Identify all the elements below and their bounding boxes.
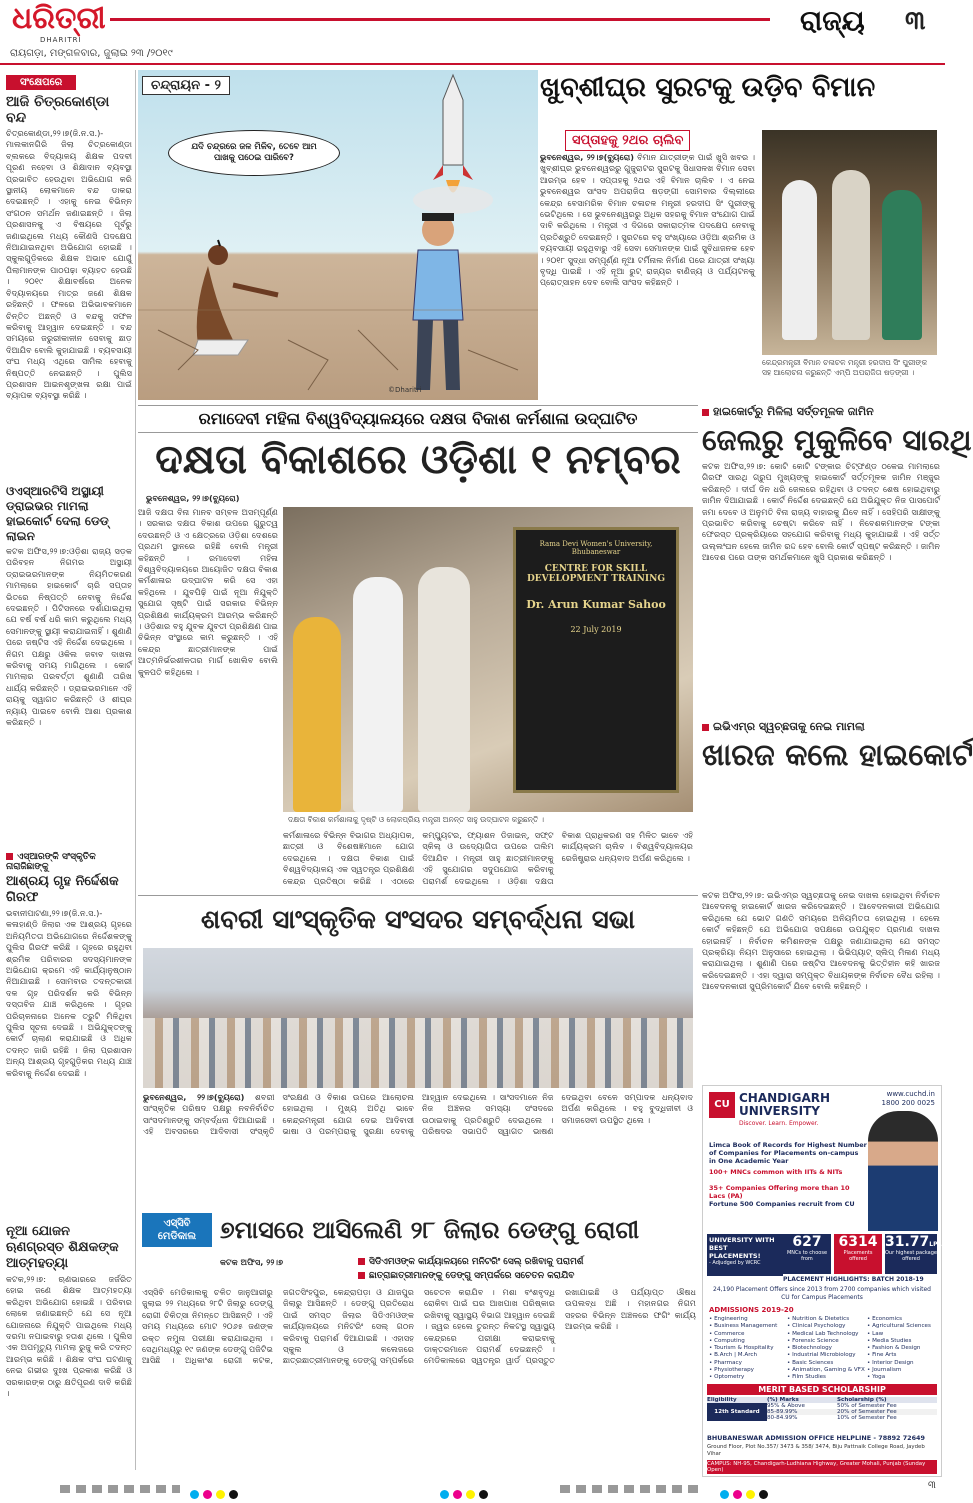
course-item: • Fashion & Design bbox=[867, 1345, 921, 1352]
person-figure bbox=[832, 170, 870, 340]
bullet-icon bbox=[358, 1258, 365, 1265]
stat-1-value: 627 bbox=[792, 1234, 822, 1250]
shabari-headline: ଶବରୀ ସାଂସ୍କୃତିକ ସଂସଦର ସମ୍ବର୍ଦ୍ଧନା ସଭା bbox=[138, 895, 698, 944]
column-divider bbox=[135, 70, 136, 1470]
brief-text-1: ଚିତ୍ରକୋଣ୍ଡା,୨୨।୭(ଜି.ନ.ସ.)- ମାଲକାନଗିରି ଜିଲା ଚିତ୍ରକୋଣ୍ଡା ବ୍ଲକରେ ବିଦ୍ୟାଳୟ ଶିକ୍ଷକ ପଦବୀ ପୂରଣ ନହେବା ଓ ଶିକ୍ଷାଦାନ ବ୍ୟବସ୍ଥା ପ୍ରଭାବିତ ହେଉଥିବା ଅଭିଯୋଗ କରି ସ୍ଥାନୀୟ ଲୋକମାନେ ବନ୍ଦ ଡାକରା ଦେଇଛନ୍ତି । ଏହାକୁ ନେଇ ବିଭିନ୍ନ ସଂଗଠନ ସମର୍ଥନ ଜଣାଇଛନ୍ତି । ଜିଲା ପ୍ରଶାସନକୁ ଏ ବିଷୟରେ ପୂର୍ବରୁ ଜଣାଇଥିଲେ ମଧ୍ୟ କୌଣସି ପଦକ୍ଷେପ ନିଆଯାଇନଥିବା ଅଭିଯୋଗ ହୋଇଛି । ସ୍କୁଲଗୁଡ଼ିକରେ ଶିକ୍ଷକ ଅଭାବ ଯୋଗୁଁ ପିଲାମାନଙ୍କ ପାଠପଢ଼ା ବ୍ୟାହତ ହେଉଛି । ୨୦୧୯ ଶିକ୍ଷାବର୍ଷରେ ଅନେକ ବିଦ୍ୟାଳୟରେ ମାତ୍ର ଜଣେ ଶିକ୍ଷକ ରହିଛନ୍ତି । ଫଳରେ ଅଭିଭାବକମାନେ ଚିନ୍ତିତ ଅଛନ୍ତି ଓ ବନ୍ଦକୁ ସଫଳ କରିବାକୁ ଆହ୍ୱାନ ଦେଇଛନ୍ତି । ବନ୍ଦ ସମୟରେ ଜରୁରୀକାଳୀନ ସେବାକୁ ଛାଡ଼ ଦିଆଯିବ ବୋଲି କୁହାଯାଇଛି । ବ୍ୟବସାୟୀ ସଂଘ ମଧ୍ୟ ଏଥିରେ ସାମିଲ ହେବାକୁ ନିଷ୍ପତ୍ତି ନେଇଛନ୍ତି । ପୁଲିସ ପ୍ରଶାସନ ଆଇନଶୃଙ୍ଖଳା ରକ୍ଷା ପାଇଁ ବ୍ୟାପକ ବ୍ୟବସ୍ଥା କରିଛି । bbox=[6, 128, 132, 401]
plaque-date: 22 July 2019 bbox=[570, 625, 622, 634]
sch-row: 80-84.99% 10% of Semester Fee bbox=[767, 1415, 897, 1421]
course-item: • Forensic Science bbox=[787, 1337, 839, 1344]
person-figure bbox=[353, 577, 403, 812]
shabari-story bbox=[138, 895, 698, 1205]
course-item: • Physiotherapy bbox=[709, 1367, 754, 1374]
best-placements-box bbox=[707, 1234, 783, 1276]
sch-class: 12th Standard bbox=[707, 1403, 767, 1421]
sch-row: 95% & Above 50% of Semester Fee bbox=[767, 1403, 897, 1409]
bullet-icon bbox=[702, 409, 709, 416]
bullet-icon bbox=[6, 853, 13, 860]
person-figure bbox=[882, 190, 922, 340]
plaque-univ: Rama Devi Women's University, Bhubaneswar bbox=[539, 540, 653, 556]
dateline: ରାୟଗଡ଼ା, ମଙ୍ଗଳବାର, ଜୁଲାଇ ୨୩ /୨୦୧୯ bbox=[10, 48, 173, 59]
course-item: • B.Arch | M.Arch bbox=[709, 1352, 757, 1359]
course-item: • Clinical Psychology bbox=[787, 1323, 846, 1330]
course-item: • Industrial Microbiology bbox=[787, 1352, 856, 1359]
person-figure bbox=[293, 617, 341, 812]
black-dot-icon bbox=[479, 1490, 488, 1499]
skill-kicker: ରମାଦେବୀ ମହିଳା ବିଶ୍ୱବିଦ୍ୟାଳୟରେ ଦକ୍ଷତା ବିକାଶ କର୍ମଶାଳା ଉଦ୍‌ଘାଟିତ bbox=[138, 405, 698, 433]
stat-box-3 bbox=[885, 1234, 942, 1274]
flight-photo bbox=[762, 130, 937, 355]
story-headline-2: ଖାରଜ କଲେ ହାଇକୋର୍ଟ bbox=[702, 738, 973, 773]
skill-story bbox=[138, 405, 698, 895]
dengue-box: ଏସ୍‌ସିବି ମେଡିକାଲ bbox=[142, 1213, 212, 1247]
plaque bbox=[513, 527, 679, 793]
course-item: • Media Studies bbox=[867, 1337, 912, 1344]
chandigarh-university-ad[interactable] bbox=[702, 1085, 942, 1477]
stat-2-label: Placements offered bbox=[843, 1250, 873, 1262]
cyan-dot-icon bbox=[440, 1490, 449, 1499]
course-item: • Interior Design bbox=[867, 1359, 914, 1366]
cyan-dot-icon bbox=[190, 1490, 199, 1499]
courses-col-2 bbox=[787, 1316, 865, 1382]
cartoon-label: ଚନ୍ଦ୍ରାୟନ - ୨ bbox=[142, 76, 230, 95]
flight-photo-caption: କେନ୍ଦ୍ରମନ୍ତ୍ରୀ ବିମାନ ଚଳାଚଳ ମନ୍ତ୍ରୀ ହରଦୀପ ସିଂ ପୁରୀଙ୍କ ସହ ଆଲୋଚନା କରୁଛନ୍ତି ଏମ୍‌ପି ଅପରାଜିତା ଷଡ଼ଙ୍ଗୀ । bbox=[762, 358, 928, 377]
course-item: • Pharmacy bbox=[709, 1359, 742, 1366]
ad-record: Limca Book of Records for Highest Number of Companies for Placements on-campus in One Academic Year bbox=[709, 1141, 867, 1165]
cartoon-credit: ©Dharitri bbox=[388, 386, 422, 394]
course-item: • Commerce bbox=[709, 1330, 745, 1337]
ad-admissions: ADMISSIONS 2019-20 bbox=[709, 1306, 794, 1314]
skill-body-2: କର୍ମଶାଳାରେ ବିଭିନ୍ନ ବିଭାଗର ଅଧ୍ୟାପକ, ଛାତ୍ରୀ ଓ ବିଶେଷଜ୍ଞମାନେ ଯୋଗ ଦେଇଥିଲେ । ଦକ୍ଷତା ବିକାଶ ପାଇଁ ବିଶ୍ୱବିଦ୍ୟାଳୟ ଏକ ସ୍ୱତନ୍ତ୍ର ପ୍ରଶିକ୍ଷଣ କେନ୍ଦ୍ର ପ୍ରତିଷ୍ଠା କରିଛି । ଏଠାରେ କମ୍ପ୍ୟୁଟର, ଫ୍ୟାଶନ ଡିଜାଇନ୍, ସଫ୍ଟ ସ୍କିଲ୍ ଓ ଉଦ୍ୟୋଗିତା ଉପରେ ତାଲିମ ଦିଆଯିବ । ମନ୍ତ୍ରୀ ସାହୁ ଛାତ୍ରୀମାନଙ୍କୁ ଏହି ସୁଯୋଗର ସଦୁପଯୋଗ କରିବାକୁ ପରାମର୍ଶ ଦେଇଥିଲେ । ଓଡ଼ିଶା ଦକ୍ଷତା ବିକାଶ ପ୍ରାଧିକରଣ ସହ ମିଳିତ ଭାବେ ଏହି କାର୍ଯ୍ୟକ୍ରମ ଚାଲିବ । ବିଶ୍ୱବିଦ୍ୟାଳୟର ରେଜିଷ୍ଟ୍ରାର ଧନ୍ୟବାଦ ଅର୍ପଣ କରିଥିଲେ । bbox=[283, 830, 693, 886]
ad-address: Ground Floor, Plot No.357/ 3473 & 358/ 3474, Biju Pattnaik College Road, Jaydeb Vihar bbox=[707, 1444, 925, 1457]
course-item: • Basic Sciences bbox=[787, 1359, 834, 1366]
brief-subkicker-3: ଏସ୍ଆରଙ୍କି ସଂସ୍କୃତିକ ନାରାଜିଛାଙ୍କୁ bbox=[6, 852, 96, 872]
course-item: • Computing bbox=[709, 1337, 745, 1344]
course-item: • Tourism & Hospitality bbox=[709, 1345, 774, 1352]
course-item: • Business Management bbox=[709, 1323, 778, 1330]
brief-headline-3: ଆଶ୍ରୟ ଗୃହ ନିର୍ଦ୍ଦେଶକ ଗିରଫ bbox=[6, 874, 119, 905]
dengue-headline: ୭ମାସରେ ଆସିଲେଣି ୨୮ ଜିଲାର ଡେଙ୍ଗୁ ରୋଗୀ bbox=[220, 1216, 640, 1244]
masthead bbox=[0, 0, 945, 60]
course-item: • Law bbox=[867, 1330, 884, 1337]
cmyk-marks-2 bbox=[440, 1484, 492, 1503]
dengue-body: ଏସ୍‌ସିବି ମେଡିକାଲକୁ ଚଳିତ ଜାନୁଆରୀରୁ ଜୁଲାଇ ୨୨ ମଧ୍ୟରେ ୨୮ଟି ଜିଲାରୁ ଡେଙ୍ଗୁ ରୋଗୀ ଚିକିତ୍ସା ନିମନ୍ତେ ଆସିଛନ୍ତି । ଏହି ସମୟ ମଧ୍ୟରେ ମୋଟ ୨୦୬୫ ଜଣଙ୍କ ରକ୍ତ ନମୁନା ପରୀକ୍ଷା କରାଯାଇଥିଲା । ସେଥିମଧ୍ୟରୁ ୧୯ ଜଣଙ୍କ ଡେଙ୍ଗୁ ପଜିଟିଭ ଆସିଛି । ଅଧିକାଂଶ ରୋଗୀ କଟକ, ଜଗତସିଂହପୁର, କେନ୍ଦ୍ରାପଡ଼ା ଓ ଯାଜପୁର ଜିଲାରୁ ଆସିଛନ୍ତି । ଡେଙ୍ଗୁ ପ୍ରତିରୋଧ ପାଇଁ ସମସ୍ତ ଜିଲାର ସିଡିଏମଓଙ୍କ କାର୍ଯ୍ୟାଳୟରେ ମନିଟରିଂ ସେଲ୍ ଗଠନ କରିବାକୁ ପରାମର୍ଶ ଦିଆଯାଇଛି । ଏହାସହ ସ୍କୁଲ ଓ କଲେଜରେ ଛାତ୍ରଛାତ୍ରୀମାନଙ୍କୁ ଡେଙ୍ଗୁ ସମ୍ପର୍କରେ ସଚେତନ କରାଯିବ । ମଶା ବଂଶବୃଦ୍ଧି ରୋକିବା ପାଇଁ ଘର ଆଖପାଖ ପରିଷ୍କାର ରଖିବାକୁ ସ୍ୱାସ୍ଥ୍ୟ ବିଭାଗ ଆହ୍ୱାନ ଦେଇଛି । ଜ୍ୱର ହେଲେ ତୁରନ୍ତ ନିକଟସ୍ଥ ସ୍ୱାସ୍ଥ୍ୟ କେନ୍ଦ୍ରରେ ପରୀକ୍ଷା କରାଇବାକୁ ଡାକ୍ତରମାନେ ପରାମର୍ଶ ଦେଇଛନ୍ତି । ମେଡିକାଲରେ ସ୍ୱତନ୍ତ୍ର ୱାର୍ଡ ପ୍ରସ୍ତୁତ ରଖାଯାଇଛି ଓ ପର୍ଯ୍ୟାପ୍ତ ଔଷଧ ଉପଲବ୍ଧ ଅଛି । ମହାନଗର ନିଗମ ସହରର ବିଭିନ୍ନ ଅଞ୍ଚଳରେ ଫଗିଂ କାର୍ଯ୍ୟ ଆରମ୍ଭ କରିଛି । bbox=[142, 1287, 696, 1366]
magenta-dot-icon bbox=[733, 1490, 742, 1499]
ad-brand: CHANDIGARH UNIVERSITY bbox=[739, 1091, 831, 1118]
right-stories bbox=[702, 405, 973, 910]
masthead-bottom-rule bbox=[0, 63, 945, 65]
officer-figure bbox=[413, 213, 463, 390]
shabari-body: ଭୁବନେଶ୍ୱର, ୨୨।୭(ବ୍ୟୁରୋ) ଶବରୀ ସାଂସ୍କୃତିକ ପରିଷଦ ପକ୍ଷରୁ ନବନିର୍ବାଚିତ ସାଂସଦମାନଙ୍କୁ ସମ୍ବର୍ଦ୍ଧନା ଦିଆଯାଇଛି । ଏହି ଅବସରରେ ଆଦିବାସୀ ସଂସ୍କୃତି ସଂରକ୍ଷଣ ଓ ବିକାଶ ଉପରେ ଆଲୋଚନା ହୋଇଥିଲା । ମୁଖ୍ୟ ଅତିଥି ଭାବେ କେନ୍ଦ୍ରମନ୍ତ୍ରୀ ଯୋଗ ଦେଇ ଆଦିବାସୀ ଭାଷା ଓ ପରମ୍ପରାକୁ ସୁରକ୍ଷା ଦେବାକୁ ଆହ୍ୱାନ ଦେଇଥିଲେ । ସାଂସଦମାନେ ନିଜ ନିଜ ଅଞ୍ଚଳର ସମସ୍ୟା ସଂସଦରେ ଉଠାଇବାକୁ ପ୍ରତିଶ୍ରୁତି ଦେଇଥିଲେ । ପରିଷଦର ସଭାପତି ସ୍ୱାଗତ ଭାଷଣ ଦେଇଥିବା ବେଳେ ସମ୍ପାଦକ ଧନ୍ୟବାଦ ଅର୍ପଣ କରିଥିଲେ । ବହୁ ବୁଦ୍ଧିଜୀବୀ ଓ ସମାଜସେବୀ ଉପସ୍ଥିତ ଥିଲେ । bbox=[143, 1092, 693, 1137]
masthead-rule bbox=[110, 18, 770, 21]
course-item: • Journalism bbox=[867, 1367, 902, 1374]
ad-judge: - Adjudged by WCRC bbox=[709, 1260, 761, 1266]
ad-best: UNIVERSITY WITH BEST PLACEMENTS! bbox=[709, 1236, 775, 1260]
bullet-icon bbox=[702, 724, 709, 731]
brief-text-3: ଭବାନୀପାଟଣା,୨୨।୭(ଜି.ନ.ସ.)- କଳାହାଣ୍ଡି ଜିଲାର ଏକ ଆଶ୍ରୟ ଗୃହରେ ଅନିୟମିତତା ଅଭିଯୋଗରେ ନିର୍ଦ୍ଦେଶକଙ୍କୁ ପୁଲିସ ଗିରଫ କରିଛି । ଗୃହରେ ରହୁଥିବା ଶ୍ରମିକ ପରିବାରର ସଦସ୍ୟମାନଙ୍କ ଅଭିଯୋଗ କ୍ରମେ ଏହି କାର୍ଯ୍ୟାନୁଷ୍ଠାନ ନିଆଯାଇଛି । ସୋମବାର ତଦନ୍ତକାରୀ ଦଳ ଗୃହ ପରିଦର୍ଶନ କରି ବିଭିନ୍ନ ଦସ୍ତାବିଜ ଯାଞ୍ଚ କରିଥିଲେ । ଗୃହର ପରିଚାଳନାରେ ଅନେକ ତ୍ରୁଟି ମିଳିଥିବା ପୁଲିସ ସୂଚନା ଦେଇଛି । ଅଭିଯୁକ୍ତଙ୍କୁ କୋର୍ଟ ଚାଲାଣ କରାଯାଇଛି ଓ ଅଧିକ ତଦନ୍ତ ଜାରି ରହିଛି । ଜିଲା ପ୍ରଶାସନ ଅନ୍ୟ ଆଶ୍ରୟ ଗୃହଗୁଡ଼ିକର ମଧ୍ୟ ଯାଞ୍ଚ କରିବାକୁ ନିର୍ଦ୍ଦେଶ ଦେଇଛି । bbox=[6, 908, 132, 1078]
footer-bars-right bbox=[560, 1485, 700, 1493]
newspaper-logo: ଧରିତ୍ରୀ bbox=[12, 1, 106, 36]
rocket-icon bbox=[413, 75, 493, 214]
plaque-title: CENTRE FOR SKILL DEVELOPMENT TRAINING bbox=[526, 564, 666, 584]
course-item: • Biotechnology bbox=[787, 1345, 832, 1352]
black-dot-icon bbox=[759, 1490, 768, 1499]
ad-bullet-2: 35+ Companies Offering more than 10 Lacs (PA) bbox=[709, 1184, 850, 1200]
stat-3-value: 31.77LPA bbox=[885, 1234, 942, 1250]
story-tag-1: ହାଇକୋର୍ଟରୁ ମିଳିଲା ସର୍ତ୍ତମୂଳକ ଜାମିନ bbox=[702, 405, 940, 419]
course-item: • Economics bbox=[867, 1316, 903, 1322]
footer-registration bbox=[0, 1480, 945, 1498]
ad-tagline: Discover. Learn. Empower. bbox=[739, 1120, 819, 1127]
courses-col-1 bbox=[709, 1316, 785, 1382]
bullet-icon bbox=[358, 1272, 365, 1279]
yellow-dot-icon bbox=[746, 1490, 755, 1499]
black-dot-icon bbox=[229, 1490, 238, 1499]
brief-text-2: କଟକ ଅଫିସ,୨୨।୭:ଓଡ଼ିଶା ରାଜ୍ୟ ସଡ଼କ ପରିବହନ ନିଗମର ଅସ୍ଥାୟୀ ଡ୍ରାଇଭରମାନଙ୍କ ନିୟମିତକରଣ ମାମଲାରେ ହାଇକୋର୍ଟ ଚାରି ସପ୍ତାହ ଭିତରେ ନିଷ୍ପତ୍ତି ନେବାକୁ ନିର୍ଦ୍ଦେଶ ଦେଇଛନ୍ତି । ପିଟିସନରେ ଦର୍ଶାଯାଇଥିଲା ଯେ ବର୍ଷ ବର୍ଷ ଧରି କାମ କରୁଥିଲେ ମଧ୍ୟ ସେମାନଙ୍କୁ ସ୍ଥାୟୀ କରାଯାଇନାହିଁ । ଶୁଣାଣି ପରେ ଜଷ୍ଟିସ ଏହି ନିର୍ଦ୍ଦେଶ ଦେଇଥିଲେ । ନିଗମ ପକ୍ଷରୁ ଓକିଲ ଜବାବ ଦାଖଲ କରିବାକୁ ସମୟ ମାଗିଥିଲେ । କୋର୍ଟ ମାମଲାର ପରବର୍ତ୍ତୀ ଶୁଣାଣି ତାରିଖ ଧାର୍ଯ୍ୟ କରିଛନ୍ତି । ଡ୍ରାଇଭରମାନେ ଏହି ରାୟକୁ ସ୍ୱାଗତ କରିଛନ୍ତି ଓ ଶୀଘ୍ର ନ୍ୟାୟ ପାଇବେ ବୋଲି ଆଶା ପ୍ରକାଶ କରିଛନ୍ତି । bbox=[6, 546, 132, 728]
scholarship-table bbox=[707, 1397, 937, 1421]
ad-bullet-1: 100+ MNCs common with IITs & NITs bbox=[709, 1168, 843, 1176]
stat-3-label: Our highest package offered bbox=[885, 1250, 937, 1262]
skill-body-1: ଆଜି ଦକ୍ଷତା ବିନା ମାନବ ସମ୍ବଳ ଅସମ୍ପୂର୍ଣ୍ଣ । ସରକାର ଦକ୍ଷତା ବିକାଶ ଉପରେ ଗୁରୁତ୍ୱ ଦେଉଛନ୍ତି ଓ ଏ କ୍ଷେତ୍ରରେ ଓଡ଼ିଶା ଦେଶରେ ପ୍ରଥମ ସ୍ଥାନରେ ରହିଛି ବୋଲି ମନ୍ତ୍ରୀ କହିଛନ୍ତି । ରମାଦେବୀ ମହିଳା ବିଶ୍ୱବିଦ୍ୟାଳୟରେ ଆୟୋଜିତ ଦକ୍ଷତା ବିକାଶ କର୍ମଶାଳାର ଉଦ୍‌ଘାଟନ କରି ସେ ଏହା କହିଥିଲେ । ଯୁବପିଢ଼ି ପାଇଁ ନୂଆ ନିଯୁକ୍ତି ସୁଯୋଗ ସୃଷ୍ଟି ପାଇଁ ସରକାର ବିଭିନ୍ନ ପ୍ରଶିକ୍ଷଣ କାର୍ଯ୍ୟକ୍ରମ ଆରମ୍ଭ କରିଛନ୍ତି । ଓଡ଼ିଶାର ବହୁ ଯୁବକ ଯୁବତୀ ପ୍ରଶିକ୍ଷଣ ପାଇ ବିଭିନ୍ନ ସଂସ୍ଥାରେ କାମ କରୁଛନ୍ତି । ଏହି କେନ୍ଦ୍ର ଛାତ୍ରୀମାନଙ୍କ ପାଇଁ ଆତ୍ମନିର୍ଭରଶୀଳତାର ମାର୍ଗ ଖୋଲିବ ବୋଲି କୁଳପତି କହିଥିଲେ । bbox=[138, 507, 278, 677]
ad-phone[interactable]: 1800 200 0025 bbox=[881, 1099, 935, 1107]
dengue-story bbox=[138, 1205, 700, 1475]
ad-campus: CAMPUS: NH-95, Chandigarh-Ludhiana Highway, Greater Mohali, Punjab (Sunday Open) bbox=[707, 1460, 937, 1474]
person-figure bbox=[782, 180, 817, 340]
cyan-dot-icon bbox=[720, 1490, 729, 1499]
speech-text: ଯଦି ଚନ୍ଦ୍ରରେ ଜଳ ମିଳିବ, ତେବେ ଆମ ପାଖକୁ ପଠେଇ ପାରିବେ? bbox=[191, 142, 317, 163]
shabari-photo bbox=[143, 948, 693, 1088]
poor-man-figure bbox=[193, 240, 278, 355]
brief-text-4: କଟକ,୨୨।୭: ଋଣଭାରରେ ଜର୍ଜରିତ ହୋଇ ଜଣେ ଶିକ୍ଷକ ଆତ୍ମହତ୍ୟା କରିଥିବା ଅଭିଯୋଗ ହୋଇଛି । ପରିବାର ଲୋକେ ଜଣାଇଛନ୍ତି ଯେ ସେ ନୂଆ ଯୋଜନାରେ ନିଯୁକ୍ତି ପାଇଥିଲେ ମଧ୍ୟ ଦରମା ନପାଇବାରୁ ହତାଶ ଥିଲେ । ପୁଲିସ ଏକ ଅପମୃତ୍ୟୁ ମାମଲା ରୁଜୁ କରି ତଦନ୍ତ ଆରମ୍ଭ କରିଛି । ଶିକ୍ଷକ ସଂଘ ଘଟଣାକୁ ନେଇ ଗଭୀର ଦୁଃଖ ପ୍ରକାଶ କରିଛି ଓ ସରକାରଙ୍କ ଠାରୁ କ୍ଷତିପୂରଣ ଦାବି କରିଛି । bbox=[6, 1274, 132, 1399]
story-headline-1: ଜେଲରୁ ମୁକୁଳିବେ ସାରଥି bbox=[702, 423, 972, 457]
yellow-dot-icon bbox=[466, 1490, 475, 1499]
skill-photo-caption: ଦକ୍ଷତା ବିକାଶ କର୍ମଶାଳାକୁ ଦୃଷ୍ଟି ଓ ଲୋକପ୍ରିୟ ମନ୍ତ୍ରୀ ଅନନ୍ତ ସାହୁ ଉଦ୍‌ଘାଟନ କରୁଛନ୍ତି । bbox=[288, 815, 545, 824]
cmyk-marks-1 bbox=[190, 1484, 242, 1503]
flight-story bbox=[540, 70, 940, 405]
course-item: • Agricultural Sciences bbox=[867, 1323, 931, 1330]
course-item: • Engineering bbox=[709, 1316, 748, 1322]
footer-page-number: ୩ bbox=[928, 1480, 936, 1491]
cartoon-panel bbox=[138, 70, 538, 400]
flight-headline: ଖୁବ୍‌ଶୀଘ୍ର ସୁରଟକୁ ଉଡ଼ିବ ବିମାନ bbox=[540, 72, 876, 103]
stat-2-value: 6314 bbox=[838, 1234, 878, 1250]
dengue-dateline: କଟକ ଅଫିସ, ୨୨।୭ bbox=[220, 1257, 284, 1267]
ad-offers: 24,190 Placement Offers since 2013 from 2700 companies which visited CU for Campus Placements bbox=[713, 1286, 931, 1301]
ad-scholarship: MERIT BASED SCHOLARSHIP bbox=[707, 1384, 937, 1395]
flight-body: ଭୁବନେଶ୍ୱର, ୨୨।୭(ବ୍ୟୁରୋ) ବିମାନ ଯାତ୍ରୀଙ୍କ ପାଇଁ ଖୁସି ଖବର । ଖୁବ୍‌ଶୀଘ୍ର ଭୁବନେଶ୍ୱରରୁ ଗୁଜୁରାଟର ସୁରଟକୁ ସିଧାସଳଖ ବିମାନ ସେବା ଆରମ୍ଭ ହେବ । ସପ୍ତାହକୁ ୨ଥର ଏହି ବିମାନ ଚାଲିବ । ଏ ନେଇ ଭୁବନେଶ୍ୱର ସାଂସଦ ଅପରାଜିତା ଷଡ଼ଙ୍ଗୀ ସୋମବାର ଦିଲ୍ଲୀରେ କେନ୍ଦ୍ର ବେସାମରିକ ବିମାନ ଚଳାଚଳ ମନ୍ତ୍ରୀ ହରଦୀପ ସିଂ ପୁରୀଙ୍କୁ ଭେଟିଥିଲେ । ସେ ଭୁବନେଶ୍ୱରରୁ ଅଧିକ ସହରକୁ ବିମାନ ସଂଯୋଗ ପାଇଁ ଦାବି କରିଥିଲେ । ମନ୍ତ୍ରୀ ଏ ଦିଗରେ ସକାରାତ୍ମକ ପଦକ୍ଷେପ ନେବାକୁ ପ୍ରତିଶ୍ରୁତି ଦେଇଛନ୍ତି । ସୁରଟରେ ବହୁ ସଂଖ୍ୟାରେ ଓଡ଼ିଆ ଶ୍ରମିକ ଓ ବ୍ୟବସାୟୀ ରହୁଥିବାରୁ ଏହି ସେବା ସେମାନଙ୍କ ପାଇଁ ସୁବିଧାଜନକ ହେବ । ୨୦୧୮ ସୁଦ୍ଧା ସମ୍ପୂର୍ଣ୍ଣ ନୂଆ ଟର୍ମିନାଲ ନିର୍ମାଣ ପରେ ଯାତ୍ରୀ ସଂଖ୍ୟା ବୃଦ୍ଧି ପାଇଛି । ଏହି ନୂଆ ରୁଟ୍ ରାଜ୍ୟର ବାଣିଜ୍ୟ ଓ ପର୍ଯ୍ୟଟନକୁ ପ୍ରୋତ୍ସାହନ ଦେବ ବୋଲି ସାଂସଦ କହିଛନ୍ତି । bbox=[540, 152, 756, 288]
brief-headline-1: ଆଜି ଚିତ୍ରକୋଣ୍ଡା ବନ୍ଦ bbox=[6, 94, 110, 126]
person-figure bbox=[418, 567, 470, 812]
cmyk-marks-3 bbox=[720, 1484, 772, 1503]
course-item: • Medical Lab Technology bbox=[787, 1330, 859, 1337]
ad-web[interactable]: www.cuchd.in bbox=[886, 1090, 935, 1098]
dengue-sub-1: ସିଡିଏମଓଙ୍କ କାର୍ଯ୍ୟାଳୟରେ ମନିଟରିଂ ସେଲ୍ ରଖିବାକୁ ପରାମର୍ଶ bbox=[358, 1257, 584, 1267]
ad-bullet-3: Fortune 500 Companies recruit from CU bbox=[709, 1200, 855, 1208]
brief-headline-2: ଓଏସ୍‌ଆରଟିସି ଅସ୍ଥାୟୀ ଡ୍ରାଇଭର ମାମଲା ହାଇକୋର୍ଟ ଦେଲା ଡେଡ୍‌ ଲାଇନ bbox=[6, 484, 109, 543]
course-item: • Animation, Gaming & VFX bbox=[787, 1367, 865, 1374]
skill-headline: ଦକ୍ଷତା ବିକାଶରେ ଓଡ଼ିଶା ୧ ନମ୍ବର bbox=[155, 437, 681, 483]
stat-1-label: MNCs to choose from bbox=[786, 1250, 828, 1262]
student-photo bbox=[868, 1111, 938, 1231]
course-item: • Film Studies bbox=[787, 1374, 826, 1381]
magenta-dot-icon bbox=[453, 1490, 462, 1499]
stat-box-1 bbox=[783, 1234, 831, 1274]
yellow-dot-icon bbox=[216, 1490, 225, 1499]
cartoon-drawing bbox=[138, 70, 538, 400]
sch-header: Eligibility (%) Marks Scholarship (%) bbox=[707, 1397, 937, 1403]
cu-logo-icon: CU bbox=[709, 1092, 735, 1118]
course-item: • Nutrition & Dietetics bbox=[787, 1316, 850, 1322]
courses-col-3 bbox=[867, 1316, 939, 1382]
skill-photo bbox=[283, 507, 693, 812]
footer-bars-left bbox=[60, 1485, 180, 1493]
ad-helpline[interactable]: BHUBANESWAR ADMISSION OFFICE HELPLINE - 78892 72649 bbox=[707, 1434, 925, 1442]
ad-highlights: PLACEMENT HIGHLIGHTS: BATCH 2018-19 bbox=[783, 1276, 924, 1283]
course-item: • Yoga bbox=[867, 1374, 886, 1381]
logo-subtitle: DHARITRI bbox=[40, 36, 82, 44]
plaque-name: Dr. Arun Kumar Sahoo bbox=[526, 598, 666, 611]
story-body-1: କଟକ ଅଫିସ,୨୨।୭: କୋଟି କୋଟି ଟଙ୍କାର ଚିଟ୍‌ଫଣ୍ଡ ଠକେଇ ମାମଲାରେ ଗିରଫ ସାରଥି ଗ୍ରୁପ ମୁଖ୍ୟଙ୍କୁ ହାଇକୋର୍ଟ ସର୍ତ୍ତମୂଳକ ଜାମିନ ମଞ୍ଜୁର କରିଛନ୍ତି । ଦୀର୍ଘ ଦିନ ଧରି ଜେଲରେ ରହିଥିବା ଓ ତଦନ୍ତ ଶେଷ ହୋଇଥିବାରୁ ଜାମିନ ଦିଆଯାଇଛି । କୋର୍ଟ ନିର୍ଦ୍ଦେଶ ଦେଇଛନ୍ତି ଯେ ଅଭିଯୁକ୍ତ ନିଜ ପାସପୋର୍ଟ ଜମା ଦେବେ ଓ ଅନୁମତି ବିନା ରାଜ୍ୟ ବାହାରକୁ ଯିବେ ନାହିଁ । ସେହିପରି ସାକ୍ଷୀଙ୍କୁ ପ୍ରଭାବିତ କରିବାକୁ ଚେଷ୍ଟା କରିବେ ନାହିଁ । ନିବେଶକମାନଙ୍କ ଟଙ୍କା ଫେରସ୍ତ ପ୍ରକ୍ରିୟାରେ ସହଯୋଗ କରିବାକୁ ମଧ୍ୟ କୁହାଯାଇଛି । ଏହି ସର୍ତ୍ତ ଉଲ୍ଲଂଘନ ହେଲେ ଜାମିନ ରଦ୍ଦ ହେବ ବୋଲି କୋର୍ଟ ସ୍ପଷ୍ଟ କରିଛନ୍ତି । ଜାମିନ ଆଦେଶ ପରେ ତାଙ୍କ ସମର୍ଥକମାନେ ଖୁସି ପ୍ରକାଶ କରିଛନ୍ତି । bbox=[702, 461, 941, 563]
skill-dateline: ଭୁବନେଶ୍ୱର, ୨୨।୭(ବ୍ୟୁରୋ) bbox=[146, 493, 240, 503]
brief-headline-4: ନୂଆ ଯୋଜନ ଋଣଗ୍ରସ୍ତ ଶିକ୍ଷକଙ୍କ ଆତ୍ମହତ୍ୟା bbox=[6, 1224, 119, 1271]
left-column bbox=[6, 70, 132, 1475]
section-tag-brief: ସଂକ୍ଷେପରେ bbox=[6, 75, 76, 90]
dengue-sub-2: ଛାତ୍ରାଛାତ୍ରୀମାନଙ୍କୁ ଡେଙ୍ଗୁ ସମ୍ପର୍କରେ ସଚେତନ କରାଯିବ bbox=[358, 1271, 574, 1281]
magenta-dot-icon bbox=[203, 1490, 212, 1499]
stat-box-2 bbox=[834, 1234, 882, 1274]
section-title: ରାଜ୍ୟ bbox=[800, 4, 865, 37]
story-tag-2: ଇଭିଏମ୍‌ର ସ୍ୱଚ୍ଛତାକୁ ନେଇ ମାମଲା bbox=[702, 720, 940, 734]
story-body-2: କଟକ ଅଫିସ,୨୨।୭: ଇଭିଏମ୍‌ର ସ୍ୱଚ୍ଛତାକୁ ନେଇ ଦାଖଲ ହୋଇଥିବା ନିର୍ବାଚନ ଆବେଦନକୁ ହାଇକୋର୍ଟ ଖାରଜ କରିଦେଇଛନ୍ତି । ଆବେଦନକାରୀ ଅଭିଯୋଗ କରିଥିଲେ ଯେ ଭୋଟ ଗଣତି ସମୟରେ ଅନିୟମିତତା ହୋଇଥିଲା । ହେଲେ କୋର୍ଟ କହିଛନ୍ତି ଯେ ଅଭିଯୋଗ ସପକ୍ଷରେ ଉପଯୁକ୍ତ ପ୍ରମାଣ ଦାଖଲ ହୋଇନାହିଁ । ନିର୍ବାଚନ କମିଶନଙ୍କ ପକ୍ଷରୁ ଜଣାଯାଇଥିଲା ଯେ ସମସ୍ତ ପ୍ରକ୍ରିୟା ନିୟମ ଅନୁସାରେ ହୋଇଥିଲା । ଭିଭିପ୍ୟାଟ୍ ସ୍ଲିପ୍ ମିଳାଣ ମଧ୍ୟ କରାଯାଇଥିଲା । ଶୁଣାଣି ପରେ ଜଷ୍ଟିସ ଆବେଦନକୁ ଭିତ୍ତିହୀନ କହି ଖାରଜ କରିଦେଇଛନ୍ତି । ଏହା ଦ୍ୱାରା ସମ୍ପୃକ୍ତ ବିଧାୟକଙ୍କ ନିର୍ବାଚନ ବୈଧ ରହିଲା । ଆବେଦନକାରୀ ସୁପ୍ରିମକୋର୍ଟ ଯିବେ ବୋଲି କହିଛନ୍ତି । bbox=[702, 890, 940, 992]
course-item: • Fine Arts bbox=[867, 1352, 897, 1359]
course-item: • Optometry bbox=[709, 1374, 745, 1381]
sch-row: 85-89.99% 20% of Semester Fee bbox=[767, 1409, 937, 1415]
audience-rows bbox=[143, 1018, 693, 1088]
page-number: ୩ bbox=[905, 6, 926, 36]
flight-kicker: ସପ୍ତାହକୁ ୨ଥର ଚାଲିବ bbox=[565, 130, 690, 151]
